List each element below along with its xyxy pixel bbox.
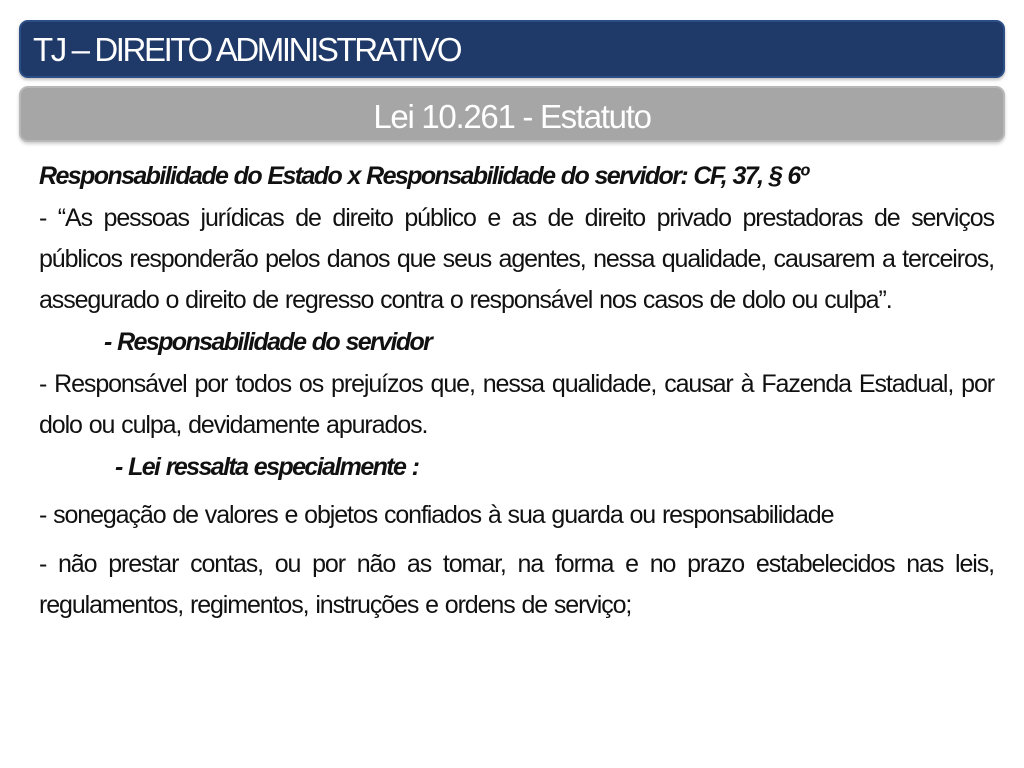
slide-content [39, 156, 994, 626]
lei-heading: - Lei ressalta especialmente : [115, 453, 419, 481]
slide-title: TJ – DIREITO ADMINISTRATIVO [33, 31, 461, 68]
servidor-paragraph: - Responsável por todos os prejuízos que, nessa qualidade, causar à Fazenda Estadual, por dolo ou culpa, devidamente apurados. [39, 370, 994, 439]
list-item-sonegacao: - sonegação de valores e objetos confiados à sua guarda ou responsabilidade [39, 501, 834, 529]
subtitle-bar [19, 86, 1005, 142]
constitution-quote: - “As pessoas jurídicas de direito público e as de direito privado prestadoras de serviços públicos responderão pelos danos que seus agentes, nessa qualidade, causarem a terceiros, assegurado o direito de regresso contra o responsável nos casos de dolo ou culpa”. [39, 204, 994, 314]
section-heading: Responsabilidade do Estado x Responsabilidade do servidor: CF, 37, § 6º [39, 162, 808, 190]
slide-subtitle: Lei 10.261 - Estatuto [373, 98, 651, 135]
title-bar [19, 20, 1005, 78]
servidor-heading: - Responsabilidade do servidor [104, 328, 432, 356]
list-item-prestar-contas: - não prestar contas, ou por não as tomar, na forma e no prazo estabelecidos nas leis, regulamentos, regimentos, instruções e ordens de serviço; [39, 550, 994, 619]
